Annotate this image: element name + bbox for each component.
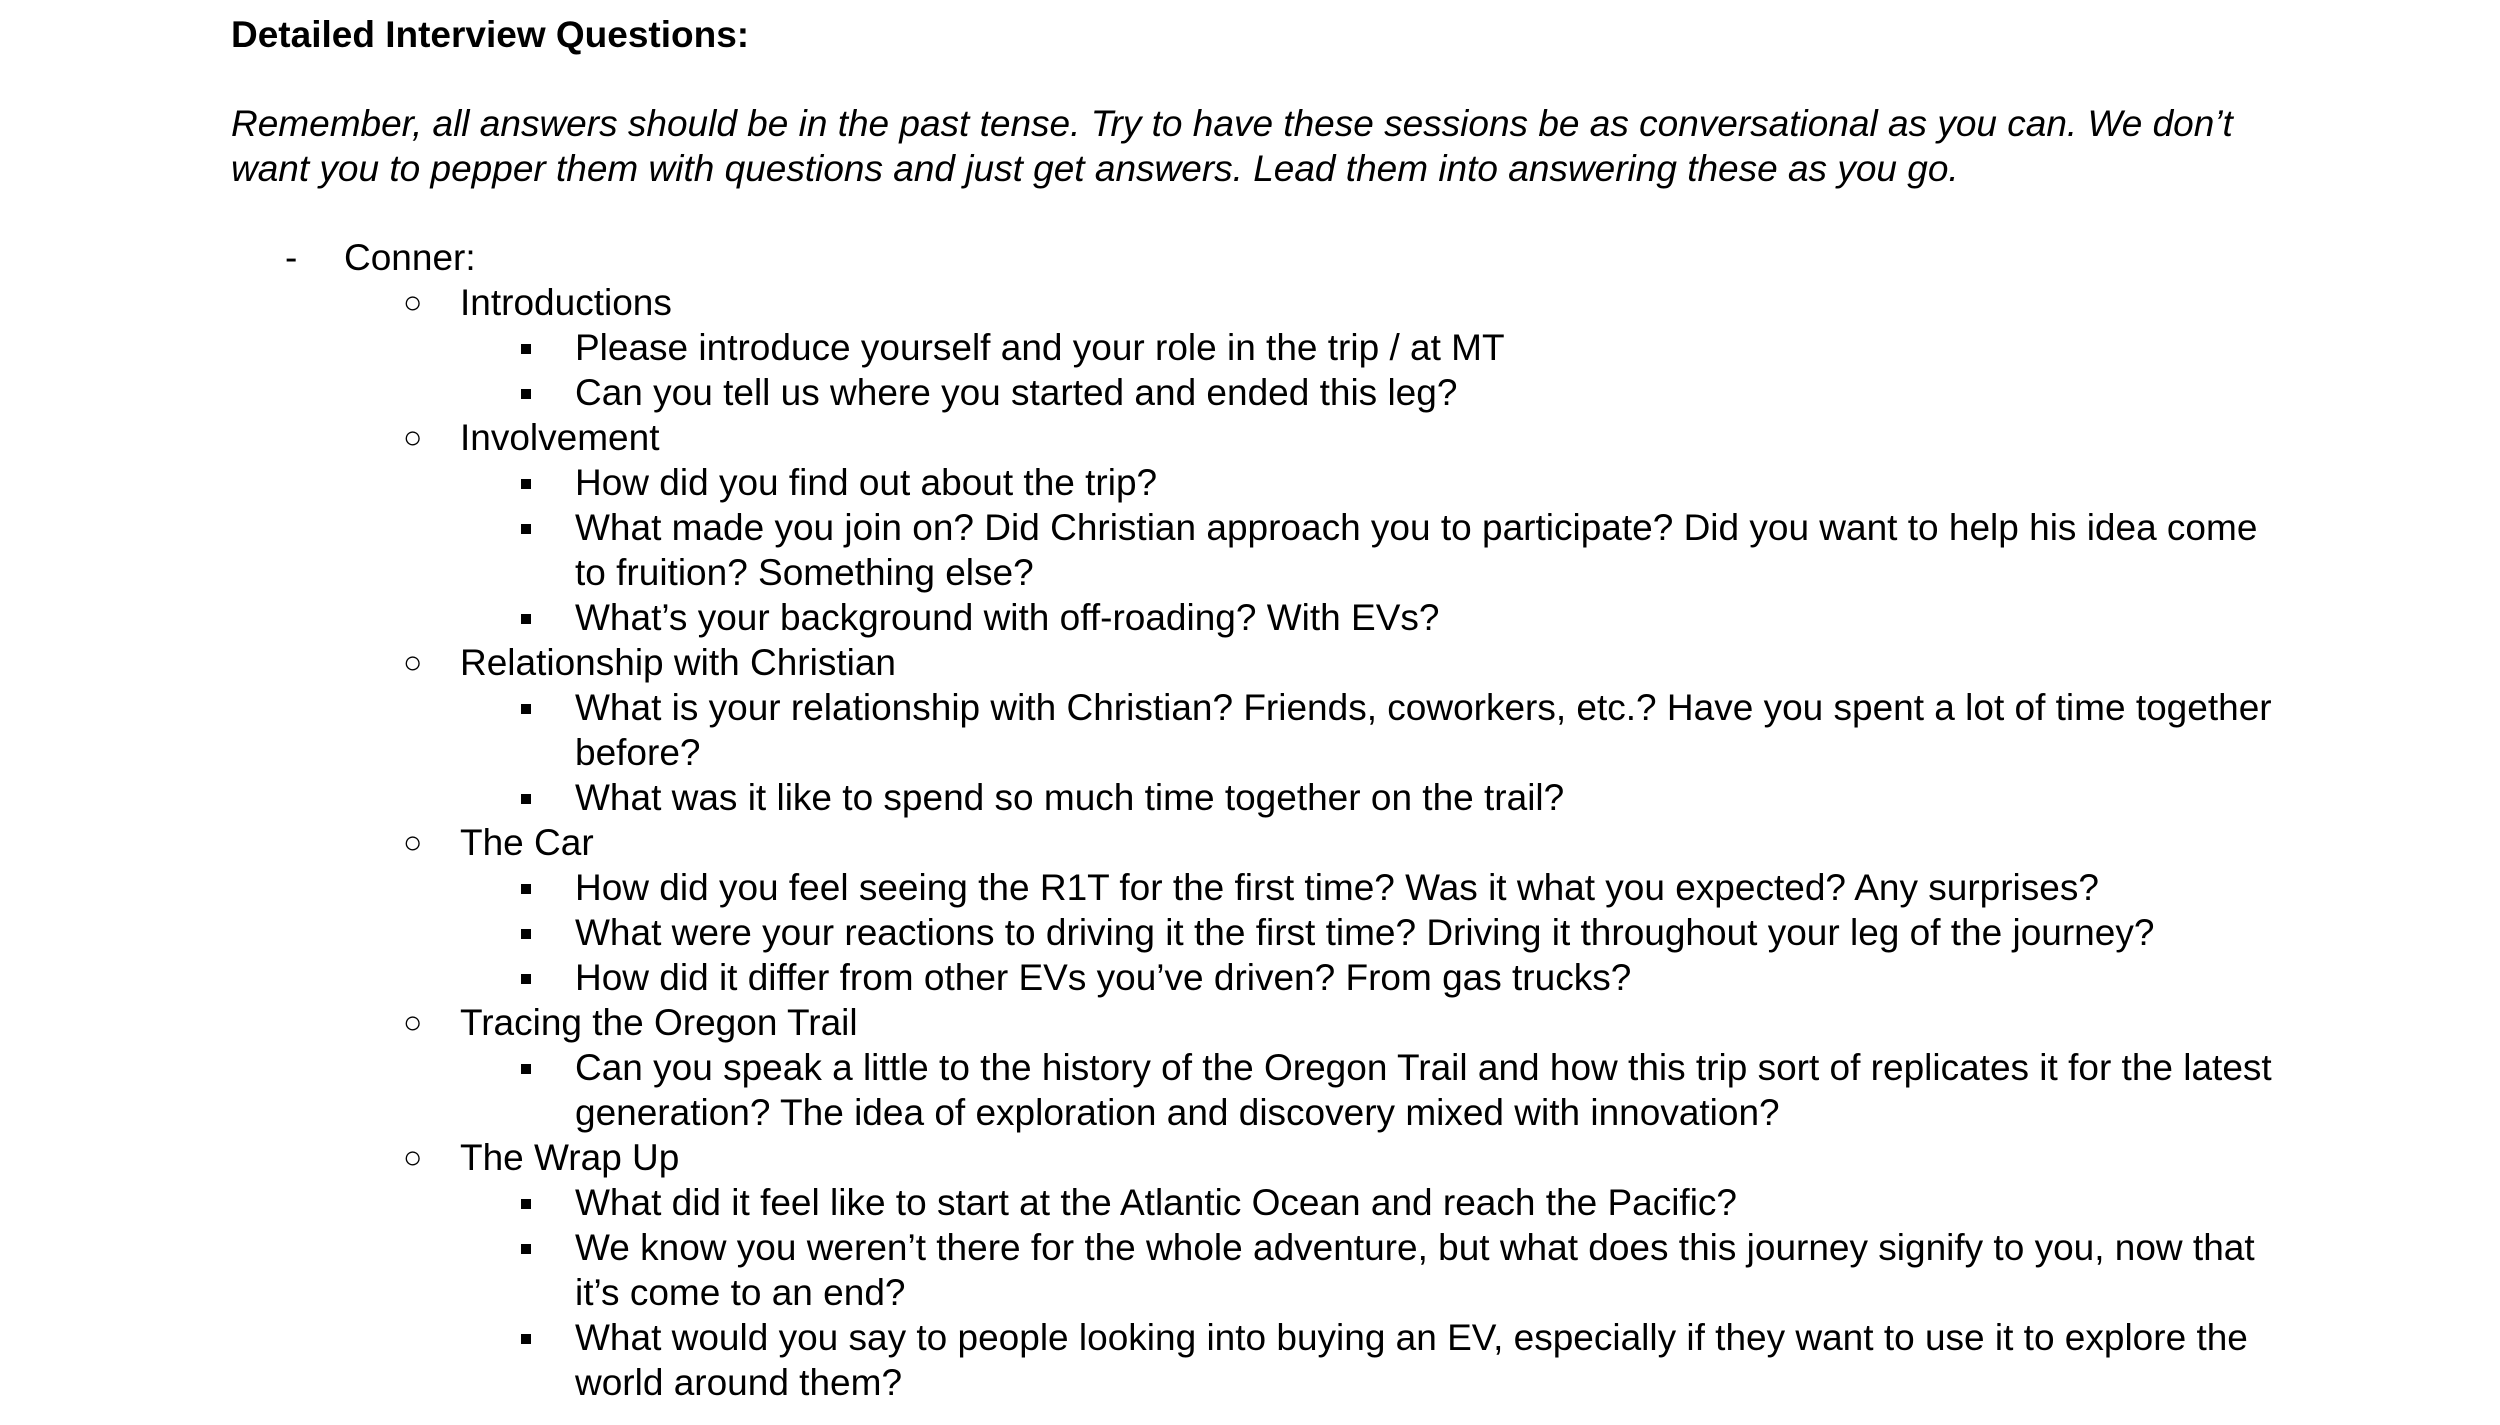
circle-bullet-icon: ○ xyxy=(403,1139,423,1175)
section-heading xyxy=(231,640,2271,685)
question-text: What did it feel like to start at the Atlantic Ocean and reach the Pacific? xyxy=(575,1182,1738,1223)
question-text: Please introduce yourself and your role in the trip / at MT xyxy=(575,327,1505,368)
circle-bullet-icon: ○ xyxy=(403,824,423,860)
question-item xyxy=(231,460,2275,505)
question-text: What were your reactions to driving it the first time? Driving it throughout your leg of the journey? xyxy=(575,912,2155,953)
question-text: Can you tell us where you started and ended this leg? xyxy=(575,372,1458,413)
question-text: What’s your background with off-roading? With EVs? xyxy=(575,597,1440,638)
document-title: Detailed Interview Questions: xyxy=(231,14,750,55)
square-bullet-icon xyxy=(521,344,531,354)
section-heading xyxy=(231,1000,2271,1045)
question-item xyxy=(231,1045,2275,1135)
square-bullet-icon xyxy=(521,794,531,804)
square-bullet-icon xyxy=(521,524,531,534)
section-heading xyxy=(231,280,2271,325)
instructions-note: Remember, all answers should be in the past tense. Try to have these sessions be as conversational as you can. We don’t want you to pepper them with questions and just get answers. Lead them into answering these as you go. xyxy=(231,103,2233,189)
square-bullet-icon xyxy=(521,1199,531,1209)
square-bullet-icon xyxy=(521,479,531,489)
question-item xyxy=(231,1315,2275,1405)
question-item xyxy=(231,685,2275,775)
circle-bullet-icon: ○ xyxy=(403,284,423,320)
section-heading-text: Tracing the Oregon Trail xyxy=(460,1002,858,1043)
circle-bullet-icon: ○ xyxy=(403,644,423,680)
section-heading xyxy=(231,415,2271,460)
question-text: What made you join on? Did Christian approach you to participate? Did you want to help his idea come to fruition? Something else? xyxy=(575,507,2258,593)
square-bullet-icon xyxy=(521,1244,531,1254)
question-item xyxy=(231,370,2275,415)
square-bullet-icon xyxy=(521,929,531,939)
dash-bullet-icon: - xyxy=(285,237,298,278)
question-item xyxy=(231,505,2275,595)
question-item xyxy=(231,910,2275,955)
question-text: How did it differ from other EVs you’ve driven? From gas trucks? xyxy=(575,957,1632,998)
section-heading-text: Introductions xyxy=(460,282,672,323)
square-bullet-icon xyxy=(521,1334,531,1344)
question-text: What would you say to people looking into buying an EV, especially if they want to use it to explore the world around them? xyxy=(575,1317,2248,1403)
question-text: Can you speak a little to the history of the Oregon Trail and how this trip sort of replicates it for the latest generation? The idea of exploration and discovery mixed with innovation? xyxy=(575,1047,2272,1133)
speaker-item xyxy=(231,235,2271,280)
question-text: How did you feel seeing the R1T for the first time? Was it what you expected? Any surprises? xyxy=(575,867,2099,908)
question-outline xyxy=(231,235,2271,1405)
question-item xyxy=(231,955,2275,1000)
square-bullet-icon xyxy=(521,704,531,714)
question-text: How did you find out about the trip? xyxy=(575,462,1158,503)
section-heading-text: The Car xyxy=(460,822,594,863)
square-bullet-icon xyxy=(521,389,531,399)
square-bullet-icon xyxy=(521,614,531,624)
section-heading xyxy=(231,820,2271,865)
question-item xyxy=(231,325,2275,370)
square-bullet-icon xyxy=(521,884,531,894)
section-heading xyxy=(231,1135,2271,1180)
section-heading-text: The Wrap Up xyxy=(460,1137,680,1178)
question-text: We know you weren’t there for the whole adventure, but what does this journey signify to you, now that it’s come to an end? xyxy=(575,1227,2255,1313)
question-item xyxy=(231,595,2275,640)
section-heading-text: Involvement xyxy=(460,417,660,458)
question-item xyxy=(231,1180,2275,1225)
circle-bullet-icon: ○ xyxy=(403,419,423,455)
section-heading-text: Relationship with Christian xyxy=(460,642,896,683)
question-text: What was it like to spend so much time together on the trail? xyxy=(575,777,1565,818)
question-item xyxy=(231,775,2275,820)
speaker-name: Conner: xyxy=(344,237,476,278)
square-bullet-icon xyxy=(521,974,531,984)
question-item xyxy=(231,865,2275,910)
square-bullet-icon xyxy=(521,1064,531,1074)
circle-bullet-icon: ○ xyxy=(403,1004,423,1040)
question-text: What is your relationship with Christian? Friends, coworkers, etc.? Have you spent a lot of time together before? xyxy=(575,687,2272,773)
question-item xyxy=(231,1225,2275,1315)
